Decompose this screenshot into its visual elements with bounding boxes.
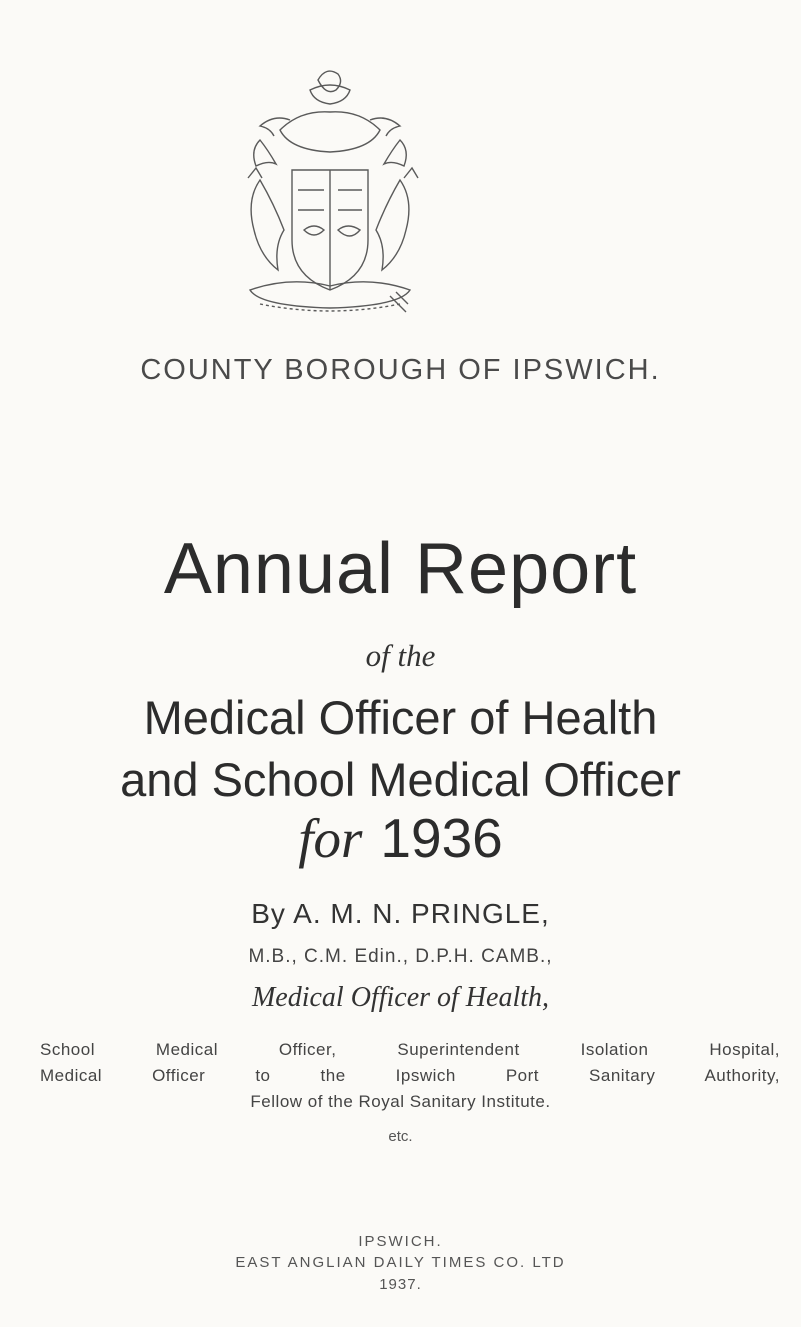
author-name: By A. M. N. PRINGLE, (251, 898, 550, 929)
report-year-line (0, 806, 801, 870)
imprint-year: 1937. (379, 1276, 422, 1293)
coat-of-arms-icon (220, 60, 440, 330)
title-line-1: Medical Officer of Health (143, 691, 658, 744)
for-word: for (298, 808, 363, 869)
report-title: Annual Report (163, 529, 638, 609)
report-year: 1936 (380, 807, 503, 869)
imprint-place: IPSWICH. (358, 1233, 443, 1250)
imprint-printer: EAST ANGLIAN DAILY TIMES CO. LTD (235, 1254, 566, 1271)
author-posts-line-1: School Medical Officer, Superintendent Isolation Hospital, (40, 1040, 780, 1059)
author-degrees: M.B., C.M. Edin., D.P.H. CAMB., (248, 946, 553, 967)
author-posts-line-3: Fellow of the Royal Sanitary Institute. (250, 1092, 551, 1111)
title-line-2: and School Medical Officer (120, 753, 681, 806)
county-heading: COUNTY BOROUGH OF IPSWICH. (140, 354, 661, 386)
etc-text: etc. (388, 1128, 413, 1145)
author-role: Medical Officer of Health, (251, 982, 550, 1013)
title-of-the: of the (365, 638, 436, 673)
author-posts-line-2: Medical Officer to the Ipswich Port Sanitary Authority, (40, 1066, 780, 1085)
